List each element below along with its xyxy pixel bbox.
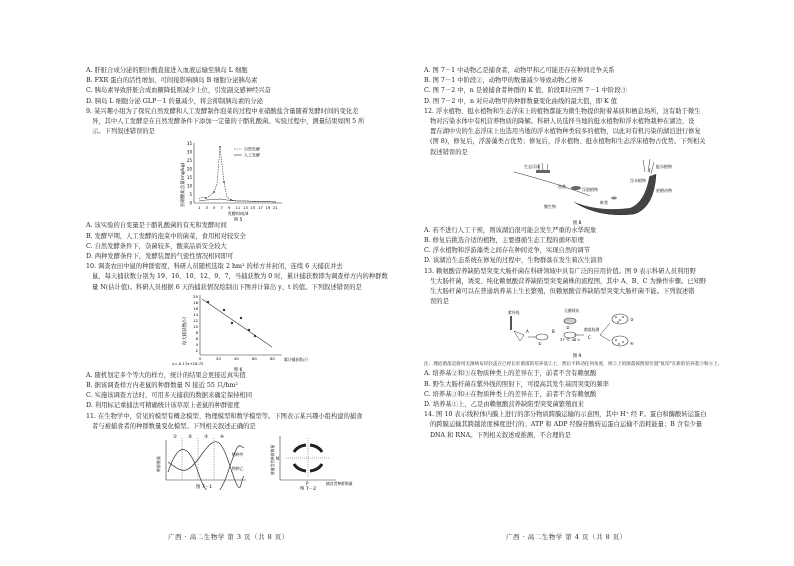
fig8-label: 浮游植物 — [582, 186, 598, 192]
fig5-xtick: 15 — [250, 205, 256, 211]
fig6-regression-line — [202, 299, 272, 347]
question-14 — [424, 410, 730, 441]
text-line: B. FXR 蛋白的活性增加，可间接影响胰岛 B 细胞分泌胰岛素 — [86, 77, 258, 85]
question-10 — [86, 262, 390, 293]
fig9-step-label: C — [588, 335, 591, 341]
text-line: A. 肝脏合成分泌的胆汁酸直接进入血液运输至胰岛 L 细胞 — [86, 67, 248, 74]
figure-7-2 — [270, 436, 353, 490]
fig5-ytick: 20 — [186, 166, 192, 172]
fig8-label: 底栖动物 — [656, 187, 672, 193]
question-stem: 生大肠杆菌可以在普通培养基上生长繁殖，但赖氨酸营养缺陷型突变大肠杆菌不能。下列叙述错 — [430, 288, 695, 296]
fig5-xtick: 9 — [228, 205, 231, 211]
fig9-step-label: ② — [566, 325, 570, 331]
question-stem: 物对污染水体中有机营养物质的降解。科研人员选择当地的挺水植物和浮水植物栽种在湖边，设 — [430, 118, 695, 126]
figure-9 — [424, 307, 730, 361]
page-footer-left: 广西 · 高二生物学 第 3 页（共 8 页） — [168, 533, 289, 541]
fig6-ytick: 16 — [193, 305, 198, 311]
question-stem: 11. 在生物学中，常见的模型有概念模型、物理模型和数学模型等。下图表示某兴趣小组构建的捕食 — [86, 412, 363, 420]
fig9-note: 注：理论菌落是接用无菌绒布轻轻盖在已经长好菌落的培养基②上，然后不转动任何角度，将②上的菌落按照原位置"复印"在新的培养基③和④上。 — [424, 362, 723, 368]
fig5-ylabel: 亚硝酸盐含量(mg/kg) — [181, 163, 186, 208]
fig5-ytick: 30 — [186, 149, 192, 155]
option: A. 培养基②和③在物质种类上的差异在于，前者不含有赖氨酸 — [424, 370, 597, 378]
fig5-ytick: 0 — [189, 200, 192, 206]
q10-options — [86, 371, 390, 412]
option: C. 图 7－2 中，n 是被捕食者种群的 K 值，阶段Ⅱ对应图 7－1 中阶段③ — [424, 87, 627, 95]
figure-7-1 — [155, 434, 246, 490]
fig9-label: 无菌绒布 — [564, 308, 580, 314]
text-line: D. 胰岛 L 细胞分泌 GLP－1 的量减少，将会抑制胰岛素的分泌 — [86, 97, 264, 105]
option: D. 利用标记重捕法可精确统计该草原上老鼠的种群密度 — [86, 402, 240, 410]
fig7-1-ylabel: 种群数量 — [156, 456, 161, 473]
fig7-2-ylabel: 被捕食者种群数量 — [270, 444, 275, 476]
figure-5 — [86, 137, 390, 221]
fig9-step-label: ① — [538, 341, 542, 347]
option: B. 据该调查样方内老鼠的种群数量 N 接近 55 只/hm² — [86, 382, 238, 390]
fig5-xtick: 7 — [220, 205, 223, 211]
question-12 — [424, 107, 730, 158]
figure-6 — [86, 293, 390, 371]
question-stem: 9. 某兴趣小组为了探究自然发酵和人工发酵制作泡菜的过程中亚硝酸盐含量随着发酵时间的变化差 — [86, 107, 359, 115]
option: A. 随机划定多个等大的样方，统计的结果会更接近真实值 — [86, 371, 246, 379]
fig7-1-series-label: 物种甲 — [232, 452, 244, 458]
fig5-caption: 图 5 — [233, 218, 243, 222]
question-stem: 生大肠杆菌，诱变、纯化赖氨酸营养缺陷型突变菌株的流程图，其中 A、B、C 为操作步骤。已知野 — [430, 277, 707, 285]
fig9-step-label: ③ — [630, 317, 634, 323]
fig8-label: 挺水植物 — [656, 163, 672, 169]
question-stem: 鼠，每天捕获数分别为 19、16、10、12、9、7，当捕获数为 0 时，累计捕获数即为调查样方内的种群数 — [92, 273, 388, 281]
fig7-1-caption: 图 7－1 — [195, 485, 213, 491]
option: B. 图 7－1 中阶段②，动物甲的数量减少导致动物乙增多 — [424, 77, 584, 85]
option: C. 培养基③和④在物质种类上的差异在于，前者不含有赖氨酸 — [424, 390, 597, 398]
option: D. 图 7－2 中，n 对应动物甲的种群数量变化曲线的最大值，即 K 值 — [424, 97, 618, 105]
question-stem: (图 8)，修复后，浮游藻类占优势；修复后，浮水植物、挺水植物和生态浮床植物占优势。下列相关 — [430, 138, 706, 146]
fig8-label: 生态浮床 — [524, 163, 540, 169]
fig5-xtick: 17 — [258, 205, 263, 211]
fig5-xtick: 5 — [213, 205, 216, 211]
figure-9-flowchart — [424, 307, 730, 361]
fig5-ytick: 10 — [186, 183, 192, 189]
fig7-1-stage-label: ④ — [220, 435, 225, 441]
fig9-step-label: A — [526, 329, 529, 335]
fig6-ytick: 10 — [193, 323, 198, 329]
fig6-xtick: 0 — [199, 355, 202, 361]
fig6-ytick: 8 — [195, 329, 198, 335]
fig6-xtick: 40 — [234, 355, 239, 361]
fig5-ytick: 5 — [189, 192, 192, 198]
fig8-label: 鱼类 — [558, 183, 566, 189]
fig6-xtick: 80 — [270, 355, 275, 361]
question-13 — [424, 267, 730, 308]
question-stem: 叙述错误的是 — [430, 148, 468, 156]
option: C. 自然发酵条件下，杂菌较多，酸菜品质安全较大 — [86, 242, 227, 250]
fig9-step-label: ④ — [630, 341, 634, 347]
option: B. 修复后挑选合适的植物，主要遵循生态工程的循环原理 — [424, 237, 584, 245]
question-stem: DNA 和 RNA。下列相关叙述或推测，不合理的是 — [430, 431, 571, 439]
option: D. 该湖泊生态系统在修复的过程中，生物群落在发生着次生演替 — [424, 257, 603, 265]
q8-option-list — [86, 66, 390, 107]
fig6-ytick: 2 — [195, 347, 198, 353]
fig8-label: 蚌类 — [600, 199, 608, 205]
option: A. 若不进行人工干预，则该湖泊很可能会发生严重的水华现象 — [424, 226, 597, 234]
fig6-ylabel: 每天捕获数/只 — [183, 316, 188, 346]
question-stem: 示。下列叙述错误的是 — [92, 128, 155, 136]
fig7-1-series-label: 物种乙 — [232, 466, 244, 472]
question-stem: 量 N(估计值)。科研人员根据 6 天的捕获情况绘制出下图并计算出 y、t 的值。下列叙述错误的是 — [92, 283, 362, 291]
question-9 — [86, 107, 390, 138]
figure-7 — [86, 432, 390, 491]
fig5-ytick: 35 — [186, 141, 192, 147]
fig9-step-label: B — [552, 329, 555, 335]
fig5-xtick: 19 — [265, 205, 271, 211]
fig5-legend-item: 自然发酵 — [244, 146, 260, 152]
right-column — [424, 66, 730, 441]
fig7-2-n-label: N — [276, 456, 279, 462]
fig9-label: 紫外线 — [508, 310, 520, 316]
option: C. 浮水植物和浮游藻类之间存在种间竞争，实现自然的调节 — [424, 247, 591, 255]
fig8-caption: 图 8 — [572, 220, 582, 226]
question-stem: 者与被捕食者的种群数量变化模型。下列相关叙述正确的是 — [92, 422, 256, 430]
left-column — [86, 66, 390, 491]
question-stem: 13. 赖氨酸营养缺陷型突变大肠杆菌在科研领域中具有广泛的应用价值。图 9 表示科研人员利用野 — [424, 267, 696, 275]
fig5-xtick: 13 — [243, 205, 248, 211]
fig7-2-p-label: P — [306, 481, 309, 487]
fig9-label: 菌落检测 — [584, 327, 600, 333]
fig5-xtick: 21 — [273, 205, 278, 211]
question-stem: 置在湖中央的生态浮床上也选用当地的浮水植物种类较多的植物，以此对有机污染的湖泊进行修复 — [430, 128, 701, 136]
option: C. 实施该调查方法时，可用多天捕获的数据来确定保持相同 — [86, 392, 253, 400]
question-stem: 异，其中人工发酵是在自然发酵条件下添加一定量的干酪乳酸菌。实验过程中，测量结果如图 5 所 — [92, 118, 365, 126]
fig7-1-stage-label: ① — [173, 435, 178, 441]
fig6-caption: 图 6 — [233, 367, 243, 371]
q12-options — [424, 226, 730, 267]
fig8-label: 浮水植物 — [630, 177, 646, 183]
figure-8 — [424, 158, 730, 226]
fig7-2-xlabel: 捕食者种群数量 — [326, 481, 353, 487]
fish-icon — [571, 186, 581, 190]
fig8-label: 微生物 — [544, 203, 556, 209]
fig7-1-stage-label: ② — [188, 435, 193, 441]
fig5-legend-item: 人工发酵 — [244, 152, 260, 158]
option: A. 图 7－1 中动物乙是捕食者，动物甲和乙可能还存在种间竞争关系 — [424, 67, 615, 74]
q11-options — [424, 66, 730, 107]
fig6-equation: y=-0.17x+18.72 — [172, 360, 204, 366]
fig5-ytick: 15 — [186, 175, 192, 181]
question-11 — [86, 412, 390, 432]
fig5-series-artificial — [199, 199, 276, 202]
question-stem: 12. 浮水植物、挺水植物和生态浮床上的植物都能为微生物提供附着基质和栖息场所，这有助于微生 — [424, 107, 701, 115]
option: D. 两种发酵条件下，发酵装置的气密性情况相同即可 — [86, 253, 234, 261]
figure-6-chart — [86, 293, 390, 371]
fig5-xtick: 11 — [235, 205, 241, 211]
option: A. 该实验的自变量是干酪乳酸菌的有无和发酵时间 — [86, 222, 227, 230]
fig6-xtick: 20 — [216, 355, 221, 361]
figure-8-illustration — [424, 158, 730, 226]
text-line: C. 胰岛素导致肝脏合成血糖降低则减少上位，引发副交感神经兴奋 — [86, 87, 271, 95]
option: D. 培养基①上，乙是由赖氨酸营养缺陷型突变菌繁殖而来 — [424, 401, 584, 409]
fig6-ytick: 20 — [193, 293, 198, 299]
figure-7-diagrams — [86, 432, 390, 490]
fig5-xlabel: 发酵时间/d — [227, 211, 249, 217]
eco-float-icon — [536, 170, 550, 173]
option: B. 发酵早期，人工发酵的泡菜中的菌菜，食用相对较安全 — [86, 232, 246, 240]
fig5-xtick: 3 — [205, 205, 208, 211]
figure-5-chart — [86, 137, 390, 221]
fig6-xlabel: 累计捕获数/只 — [284, 356, 309, 362]
fig6-ytick: 4 — [195, 341, 198, 347]
option: B. 野生大肠杆菌在紫外线的照射下，可提高其发生基因突变的频率 — [424, 380, 609, 388]
fig6-ytick: 12 — [193, 317, 198, 323]
fig6-ytick: 18 — [193, 299, 198, 305]
q9-options — [86, 221, 390, 262]
fig7-1-stage-label: ③ — [204, 435, 209, 441]
fig7-2-caption: 图 7－2 — [299, 487, 317, 491]
fig6-ytick: 6 — [195, 335, 198, 341]
fig6-ytick: 14 — [193, 311, 198, 317]
fig5-xtick: 1 — [198, 205, 201, 211]
page-footer-right: 广西 · 高二生物学 第 4 页（共 8 页） — [506, 533, 627, 541]
question-stem: 误的是 — [430, 298, 449, 306]
fig6-xtick: 60 — [252, 355, 257, 361]
question-stem: 10. 调查农田中鼠的种群密度，科研人员随机选取 2 hm² 的样方并封闭，连续 6 天捕获并去 — [86, 263, 343, 271]
q13-options — [424, 369, 730, 410]
fig5-ytick: 25 — [186, 158, 192, 164]
question-stem: 的跨膜运输其跨越浓度梯度进行的；ATP 和 ADP 经腺苷酸转运蛋白运输不消耗能量；B 含有少量 — [430, 421, 703, 429]
fig9-label: 37 ℃ 48 h — [560, 337, 580, 343]
fig9-caption: 图 9 — [572, 354, 582, 360]
question-stem: 14. 图 10 表示线粒体内膜上进行的部分物质跨膜运输的示意图，其中 H⁺ 经 F。蛋白和酶酸转运蛋白 — [424, 411, 707, 419]
